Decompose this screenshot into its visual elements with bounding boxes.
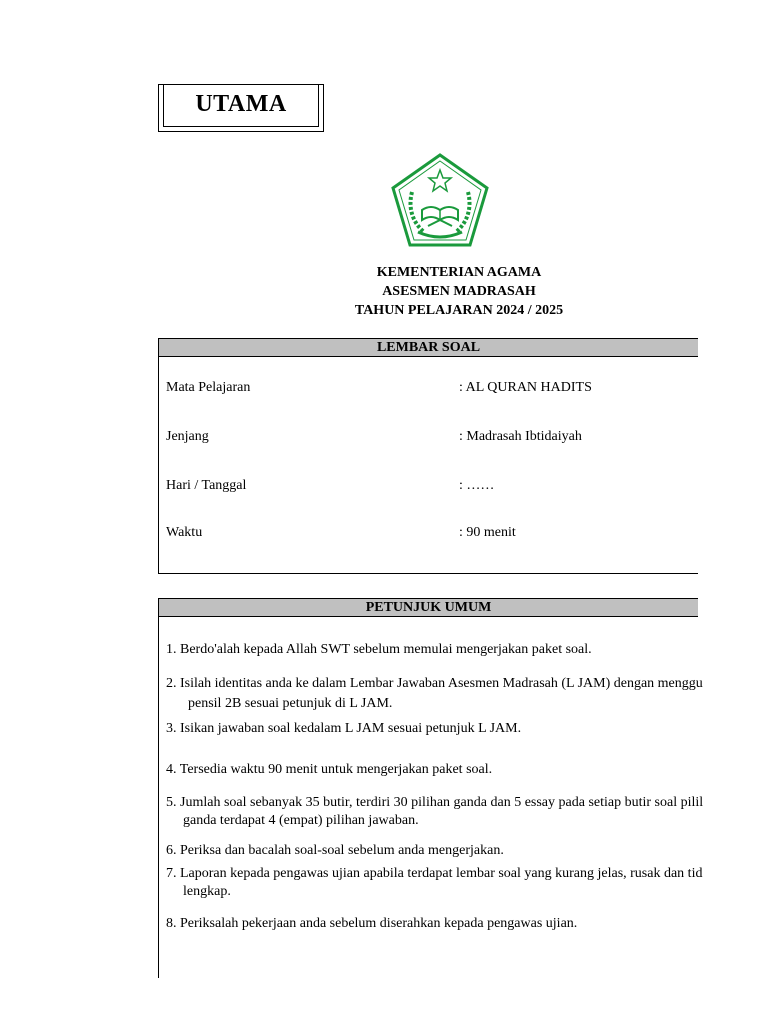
exam-type-label: UTAMA xyxy=(195,91,287,117)
instruction-item: 2. Isilah identitas anda ke dalam Lembar Jawaban Asesmen Madrasah (L JAM) dengan menggu pensil 2B sesuai petunjuk di L JAM. xyxy=(166,676,703,711)
date-value: : …… xyxy=(459,478,495,493)
instructions-title: PETUNJUK UMUM xyxy=(159,599,698,617)
instruction-item: 1. Berdo'alah kepada Allah SWT sebelum memulai mengerjakan paket soal. xyxy=(166,642,592,657)
identity-table xyxy=(158,338,698,574)
ministry-name: KEMENTERIAN AGAMA xyxy=(376,265,542,280)
subject-value: : AL QURAN HADITS xyxy=(459,380,592,395)
duration-value: : 90 menit xyxy=(459,525,516,540)
document-heading xyxy=(300,263,618,320)
instruction-item: 4. Tersedia waktu 90 menit untuk mengerjakan paket soal. xyxy=(166,762,493,777)
identity-table-title: LEMBAR SOAL xyxy=(159,339,698,357)
general-instructions xyxy=(158,598,704,978)
instruction-item: 6. Periksa dan bacalah soal-soal sebelum anda mengerjakan. xyxy=(166,843,504,858)
level-label: Jenjang xyxy=(166,429,209,444)
exam-type-badge xyxy=(158,84,324,132)
duration-label: Waktu xyxy=(166,525,203,540)
instruction-item: 5. Jumlah soal sebanyak 35 butir, terdiri 30 pilihan ganda dan 5 essay pada setiap butir soal pilil ganda terdapat 4 (empat) pilihan jawaban. xyxy=(166,795,704,828)
instruction-item: 3. Isikan jawaban soal kedalam L JAM sesuai petunjuk L JAM. xyxy=(166,721,522,736)
subject-label: Mata Pelajaran xyxy=(166,380,251,395)
level-value: : Madrasah Ibtidaiyah xyxy=(459,429,582,444)
instruction-item: 8. Periksalah pekerjaan anda sebelum diserahkan kepada pengawas ujian. xyxy=(166,916,578,931)
assessment-name: ASESMEN MADRASAH xyxy=(382,284,536,299)
kemenag-logo xyxy=(390,152,490,248)
date-label: Hari / Tanggal xyxy=(166,478,247,493)
instruction-item: 7. Laporan kepada pengawas ujian apabila terdapat lembar soal yang kurang jelas, rusak dan tid lengkap. xyxy=(166,866,703,899)
academic-year: TAHUN PELAJARAN 2024 / 2025 xyxy=(354,303,564,318)
